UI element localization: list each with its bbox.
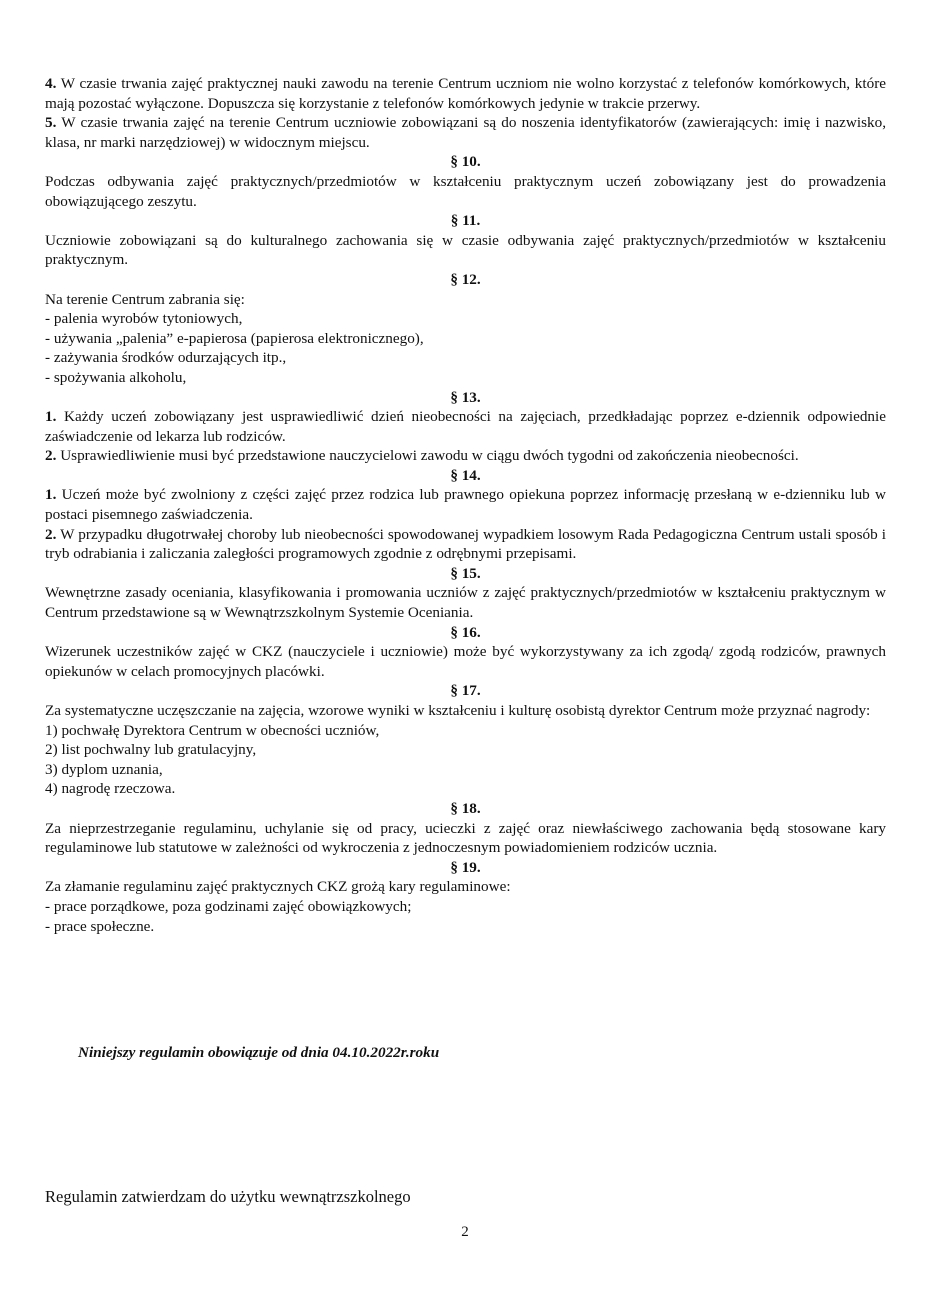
paragraph-text: W czasie trwania zajęć praktycznej nauki zawodu na terenie Centrum uczniom nie wolno korzystać z telefonów komórkowych, które mają pozostać wyłączone. Dopuszcza się korzystanie z telefonów komórkowych jedynie w trakcie przerwy. bbox=[45, 75, 886, 112]
effective-date-statement: Niniejszy regulamin obowiązuje od dnia 04.10.2022r.roku bbox=[78, 1044, 440, 1061]
list-item: - zażywania środków odurzających itp., bbox=[45, 349, 287, 367]
section-10-text: Podczas odbywania zajęć praktycznych/przedmiotów w kształceniu praktycznym uczeń zobowiązany jest do prowadzenia obowiązującego zeszytu. bbox=[45, 172, 886, 210]
list-item: 4) nagrodę rzeczowa. bbox=[45, 780, 176, 798]
section-15-heading: § 15. bbox=[450, 564, 481, 582]
page-number: 2 bbox=[461, 1224, 469, 1240]
section-11-text: Uczniowie zobowiązani są do kulturalnego zachowania się w czasie odbywania zajęć praktycznych/przedmiotów w kształceniu praktycznym. bbox=[45, 231, 886, 269]
paragraph-5 bbox=[45, 113, 886, 152]
list-item: - spożywania alkoholu, bbox=[45, 368, 187, 386]
section-12-heading: § 12. bbox=[450, 270, 481, 288]
section-17-heading: § 17. bbox=[450, 682, 481, 700]
section-14-paragraph-2 bbox=[45, 525, 886, 564]
section-13-heading: § 13. bbox=[450, 388, 481, 406]
section-17-intro: Za systematyczne uczęszczanie na zajęcia, wzorowe wyniki w kształceniu i kulturę osobistą dyrektor Centrum może przyznać nagrody: bbox=[45, 702, 871, 719]
section-10-heading: § 10. bbox=[450, 153, 481, 171]
section-19-heading: § 19. bbox=[450, 858, 481, 876]
list-item: - prace porządkowe, poza godzinami zajęć obowiązkowych; bbox=[45, 897, 412, 915]
paragraph-text: W przypadku długotrwałej choroby lub nieobecności spowodowanej wypadkiem losowym Rada Pedagogiczna Centrum ustali sposób i tryb odrabiania i zaliczania zaległości programowych zgodnie z odrębnymi przepisami. bbox=[45, 525, 886, 563]
list-item: - prace społeczne. bbox=[45, 917, 155, 935]
section-13-paragraph-2 bbox=[45, 446, 886, 466]
document-body bbox=[45, 74, 886, 936]
paragraph-text: W czasie trwania zajęć na terenie Centrum uczniowie zobowiązani są do noszenia identyfikatorów (zawierających: imię i nazwisko, klasa, nr marki narzędziowej) w widocznym miejscu. bbox=[45, 114, 886, 151]
section-15-text: Wewnętrzne zasady oceniania, klasyfikowania i promowania uczniów z zajęć praktycznych/przedmiotów w kształceniu praktycznym w Centrum przedstawione są w Wewnątrzszkolnym Systemie Oceniania. bbox=[45, 584, 886, 622]
list-item: - palenia wyrobów tytoniowych, bbox=[45, 310, 243, 328]
list-item: 2) list pochwalny lub gratulacyjny, bbox=[45, 741, 257, 759]
section-13-paragraph-1 bbox=[45, 407, 886, 446]
paragraph-number: 1. bbox=[45, 408, 57, 426]
paragraph-number: 4. bbox=[45, 75, 57, 92]
section-14-heading: § 14. bbox=[450, 466, 481, 484]
section-12-intro: Na terenie Centrum zabrania się: bbox=[45, 290, 245, 308]
paragraph-number: 2. bbox=[45, 525, 57, 543]
section-16-text: Wizerunek uczestników zajęć w CKZ (nauczyciele i uczniowie) może być wykorzystywany za ich zgodą/ zgodą rodziców, prawnych opiekunów w celach promocyjnych placówki. bbox=[45, 643, 886, 680]
section-16-heading: § 16. bbox=[450, 623, 481, 641]
list-item: 3) dyplom uznania, bbox=[45, 760, 163, 778]
paragraph-number: 1. bbox=[45, 486, 57, 504]
paragraph-number: 2. bbox=[45, 447, 57, 465]
list-item: 1) pochwałę Dyrektora Centrum w obecności uczniów, bbox=[45, 721, 380, 739]
paragraph-text: Usprawiedliwienie musi być przedstawione nauczycielowi zawodu w ciągu dwóch tygodni od zakończenia nieobecności. bbox=[56, 447, 799, 465]
section-18-heading: § 18. bbox=[450, 799, 481, 817]
list-item: - używania „palenia” e-papierosa (papierosa elektronicznego), bbox=[45, 329, 424, 347]
paragraph-number: 5. bbox=[45, 114, 57, 132]
section-18-text: Za nieprzestrzeganie regulaminu, uchylanie się od pracy, ucieczki z zajęć oraz niewłaściwego zachowania będą stosowane kary regulaminowe lub statutowe w zależności od wykroczenia z jednoczesnym powiadomieniem rodziców ucznia. bbox=[45, 819, 886, 857]
approval-statement: Regulamin zatwierdzam do użytku wewnątrzszkolnego bbox=[45, 1187, 411, 1206]
section-19-intro: Za złamanie regulaminu zajęć praktycznych CKZ grożą kary regulaminowe: bbox=[45, 878, 511, 896]
section-11-heading: § 11. bbox=[450, 212, 481, 230]
paragraph-text: Każdy uczeń zobowiązany jest usprawiedliwić dzień nieobecności na zajęciach, przedkładając poprzez e-dziennik odpowiednie zaświadczenie od lekarza lub rodziców. bbox=[45, 408, 886, 445]
paragraph-4 bbox=[45, 74, 886, 113]
section-14-paragraph-1 bbox=[45, 485, 886, 524]
paragraph-text: Uczeń może być zwolniony z części zajęć przez rodzica lub prawnego opiekuna poprzez informację przesłaną w e-dzienniku lub w postaci pisemnego zaświadczenia. bbox=[45, 486, 886, 524]
